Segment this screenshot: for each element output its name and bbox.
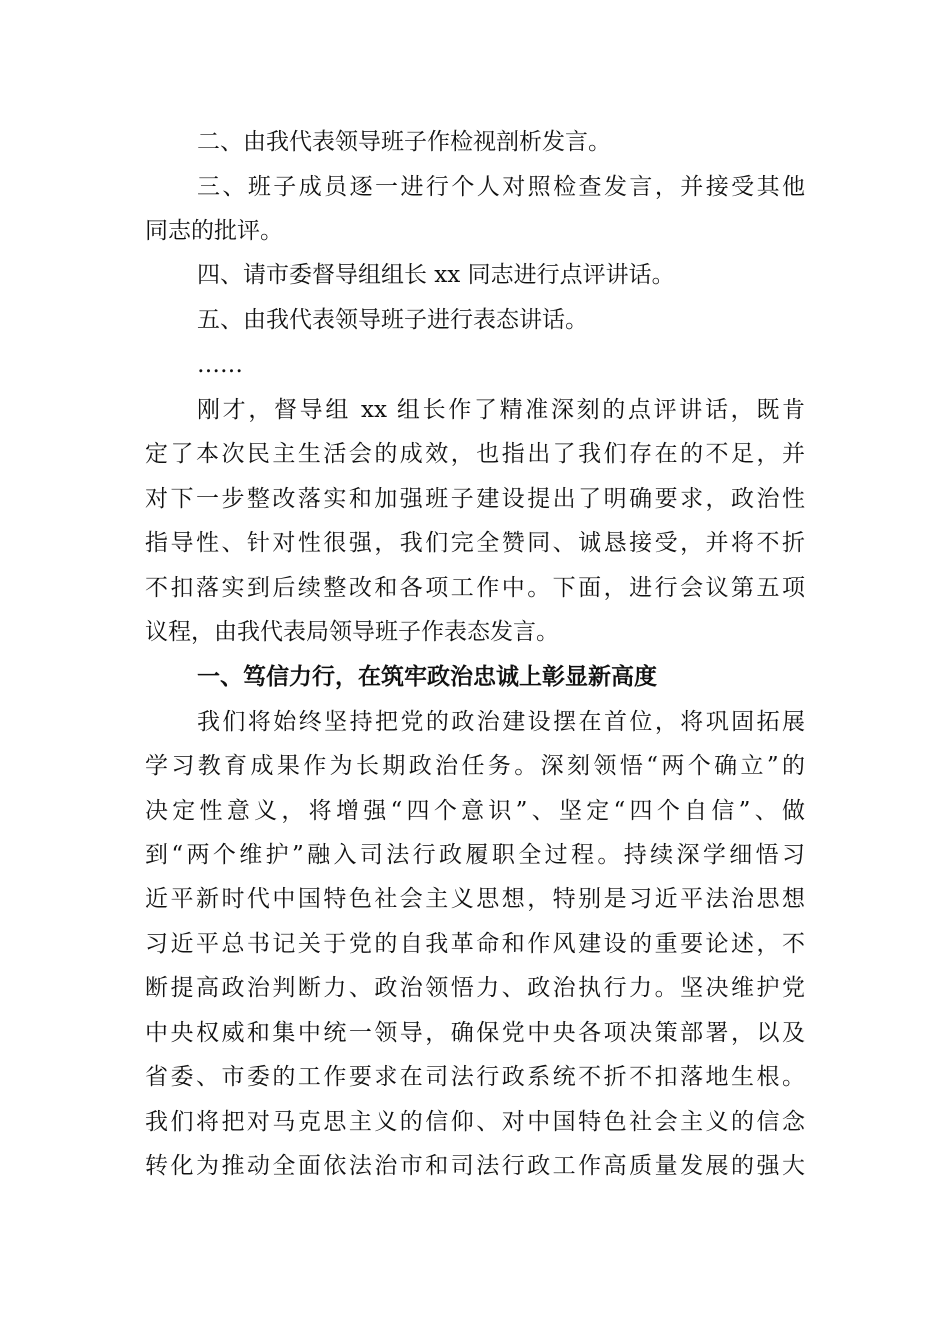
section-heading: 一、笃信力行，在筑牢政治忠诚上彰显新高度 bbox=[197, 664, 657, 690]
paragraph-line: 刚才，督导组 xx 组长作了精准深刻的点评讲话，既肯 bbox=[197, 397, 805, 423]
paragraph-line: 指导性、针对性很强，我们完全赞同、诚恳接受，并将不折 bbox=[145, 530, 805, 556]
agenda-item-4: 四、请市委督导组组长 xx 同志进行点评讲话。 bbox=[197, 262, 675, 288]
paragraph-line: 习近平总书记关于党的自我革命和作风建设的重要论述，不 bbox=[145, 931, 805, 957]
agenda-item-2: 二、由我代表领导班子作检视剖析发言。 bbox=[197, 129, 611, 155]
agenda-item-3-cont: 同志的批评。 bbox=[145, 218, 283, 244]
paragraph-line: 不扣落实到后续整改和各项工作中。下面，进行会议第五项 bbox=[145, 575, 805, 601]
paragraph-line: 对下一步整改落实和加强班子建设提出了明确要求，政治性 bbox=[145, 486, 805, 512]
paragraph-line: 断提高政治判断力、政治领悟力、政治执行力。坚决维护党 bbox=[145, 975, 805, 1001]
paragraph-line: 我们将始终坚持把党的政治建设摆在首位，将巩固拓展 bbox=[197, 709, 805, 735]
paragraph-line: 学习教育成果作为长期政治任务。深刻领悟“两个确立”的 bbox=[145, 753, 805, 779]
paragraph-line: 到“两个维护”融入司法行政履职全过程。持续深学细悟习 bbox=[145, 842, 805, 868]
agenda-item-5: 五、由我代表领导班子进行表态讲话。 bbox=[197, 307, 588, 333]
paragraph-line: 转化为推动全面依法治市和司法行政工作高质量发展的强大 bbox=[145, 1153, 805, 1179]
paragraph-line: 决定性意义，将增强“四个意识”、坚定“四个自信”、做 bbox=[145, 798, 805, 824]
paragraph-line: 中央权威和集中统一领导，确保党中央各项决策部署，以及 bbox=[145, 1020, 805, 1046]
paragraph-line: 近平新时代中国特色社会主义思想，特别是习近平法治思想 bbox=[145, 886, 805, 912]
paragraph-line: 定了本次民主生活会的成效，也指出了我们存在的不足，并 bbox=[145, 441, 805, 467]
paragraph-line: 省委、市委的工作要求在司法行政系统不折不扣落地生根。 bbox=[145, 1064, 805, 1090]
agenda-item-3: 三、班子成员逐一进行个人对照检查发言，并接受其他 bbox=[197, 174, 805, 200]
paragraph-line: 我们将把对马克思主义的信仰、对中国特色社会主义的信念 bbox=[145, 1109, 805, 1135]
ellipsis: …… bbox=[197, 352, 243, 378]
paragraph-line: 议程，由我代表局领导班子作表态发言。 bbox=[145, 619, 559, 645]
